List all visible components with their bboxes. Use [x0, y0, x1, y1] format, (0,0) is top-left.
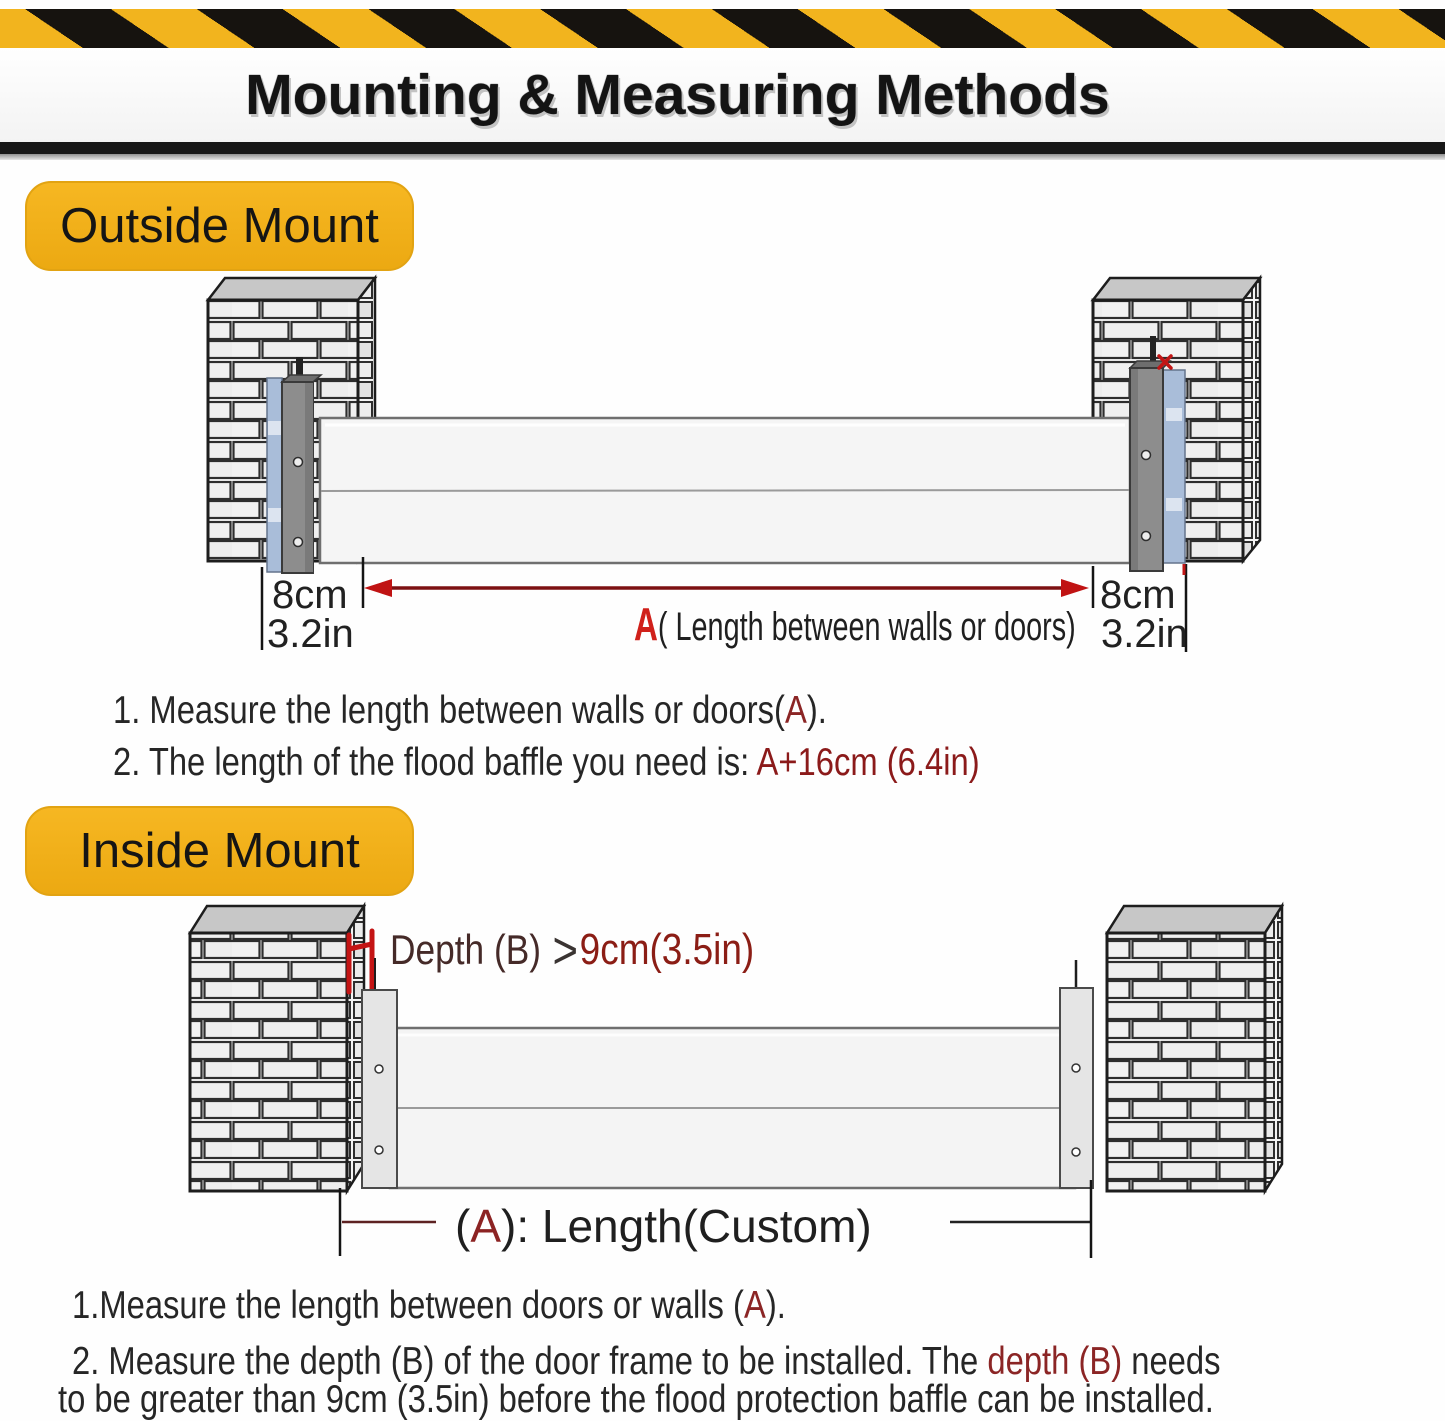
page-title: Mounting & Measuring Methods — [245, 63, 1110, 127]
screw-hole — [294, 458, 303, 467]
screw-hole — [1072, 1148, 1080, 1156]
left-offset-imperial: 3.2in — [267, 612, 354, 656]
outside-step-1: 1. Measure the length between walls or doors(A). — [113, 689, 827, 732]
flood-barrier-panels — [390, 1028, 1075, 1188]
flood-barrier-panels — [320, 418, 1130, 563]
inside-step-1: 1.Measure the length between doors or walls (A). — [72, 1284, 786, 1327]
left-mounting-bracket — [267, 375, 321, 573]
screw-hole — [375, 1065, 383, 1073]
right-wall-pillar — [1107, 906, 1282, 1191]
right-offset-metric: 8cm — [1100, 573, 1176, 617]
left-wall-pillar — [190, 906, 364, 1191]
greater-than-symbol: > — [552, 922, 578, 980]
screw-hole — [294, 538, 303, 547]
span-length-label: A( Length between walls or doors) — [634, 598, 1076, 650]
depth-requirement-label: Depth (B) >9cm(3.5in) — [390, 922, 755, 980]
left-mounting-bracket — [362, 990, 397, 1188]
right-mounting-bracket — [1060, 960, 1093, 1188]
screw-hole — [1142, 451, 1151, 460]
seal-strip — [267, 378, 282, 572]
screw-hole — [1142, 532, 1151, 541]
screw-hole — [1072, 1064, 1080, 1072]
outside-step-2: 2. The length of the flood baffle you need is: A+16cm (6.4in) — [113, 741, 980, 784]
seal-strip — [1163, 370, 1185, 563]
outside-mount-badge: Outside Mount — [25, 181, 414, 271]
inside-step-3: to be greater than 9cm (3.5in) before the flood protection baffle can be installed. — [58, 1378, 1214, 1421]
custom-length-label: (A): Length(Custom) — [455, 1200, 872, 1252]
inside-step-2: 2. Measure the depth (B) of the door frame to be installed. The depth (B) needs — [72, 1340, 1221, 1383]
right-offset-imperial: 3.2in — [1101, 612, 1188, 656]
right-mounting-bracket — [1130, 356, 1185, 571]
arrow-head-right — [1061, 579, 1089, 597]
inside-mount-badge: Inside Mount — [25, 806, 414, 896]
arrow-head-left — [364, 579, 392, 597]
left-offset-metric: 8cm — [272, 573, 348, 617]
screw-hole — [375, 1146, 383, 1154]
channel-groove — [1150, 336, 1156, 362]
span-marker: A — [634, 598, 658, 650]
